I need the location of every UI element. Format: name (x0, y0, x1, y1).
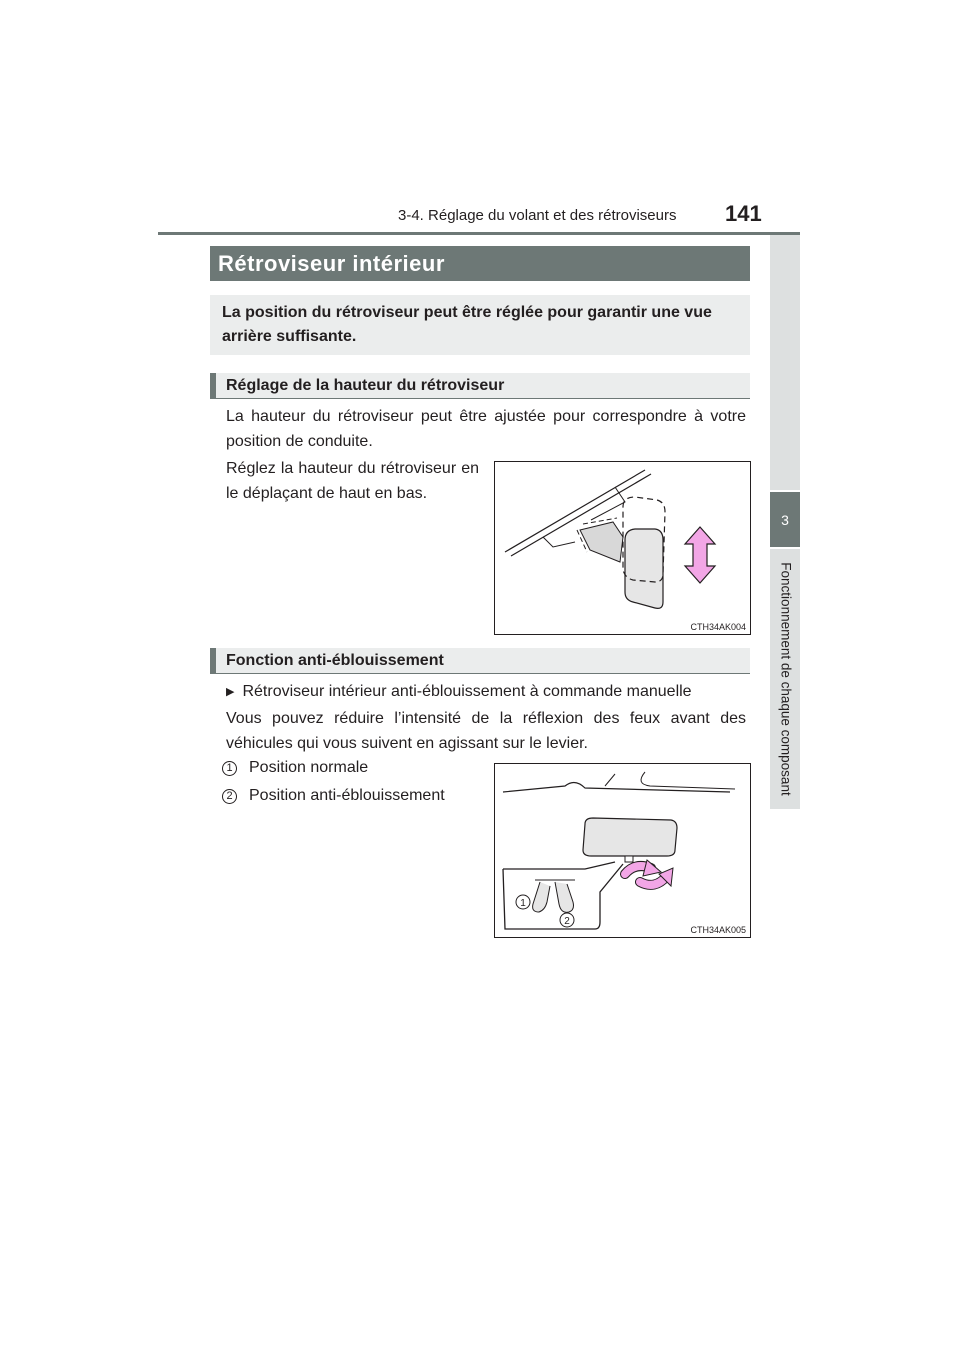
section2-paragraph: Vous pouvez réduire l’intensité de la réflexion des feux avant des véhicules qui vous suivent en agissant sur le levier. (226, 710, 746, 752)
mirror-height-illustration (495, 462, 750, 634)
side-tab-label-text: Fonctionnement de chaque composant (778, 562, 794, 796)
figure-label: 1 (520, 898, 526, 909)
section-heading-height: Réglage de la hauteur du rétroviseur (210, 373, 750, 399)
figure-label: 2 (564, 916, 570, 927)
section-heading-antiglare: Fonction anti-éblouissement (210, 648, 750, 674)
triangle-bullet-icon: ▶ (226, 686, 235, 698)
list-item-label: Position anti-éblouissement (249, 787, 445, 804)
list-item-label: Position normale (249, 759, 369, 776)
header-rule (158, 232, 800, 235)
list-item (222, 787, 445, 805)
bullet-text: Rétroviseur intérieur anti-éblouissement à commande manuelle (242, 683, 692, 700)
list-item (222, 759, 368, 777)
figure-code: CTH34AK005 (690, 925, 746, 935)
figure-mirror-height (494, 461, 751, 635)
side-tab-top (770, 235, 800, 490)
number-badge: 2 (222, 789, 237, 804)
section1-paragraph2: Réglez la hauteur du rétroviseur en le déplaçant de haut en bas. (226, 460, 479, 502)
figure-code: CTH34AK004 (690, 622, 746, 632)
chapter-tab[interactable]: 3 (770, 492, 800, 547)
section1-paragraph1: La hauteur du rétroviseur peut être ajustée pour correspondre à votre position de conduite. (226, 408, 746, 450)
bullet-item (226, 679, 692, 705)
side-tab-label (772, 549, 800, 809)
header-section-title: 3-4. Réglage du volant et des rétroviseurs (398, 207, 677, 224)
number-badge: 1 (222, 761, 237, 776)
intro-box: La position du rétroviseur peut être réglée pour garantir une vue arrière suffisante. (210, 295, 750, 355)
antiglare-lever-illustration (495, 764, 750, 937)
page-number: 141 (725, 201, 762, 226)
figure-antiglare-lever (494, 763, 751, 938)
page-title: Rétroviseur intérieur (210, 246, 750, 281)
